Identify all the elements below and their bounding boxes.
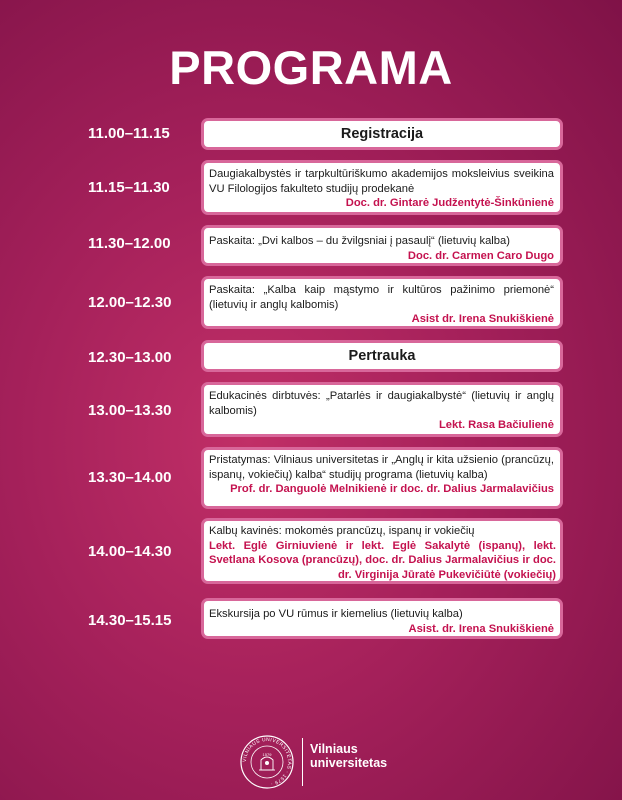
session-speaker: Lekt. Eglė Girniuvienė ir lekt. Eglė Sakalytė (ispanų), lekt. Svetlana Kosova (prancūzų), doc. dr. Dalius Jarmalavičius ir doc. dr. Virginija Jūratė Pukevičiūtė (vokiečių) (209, 539, 556, 581)
session-title: Pertrauka (348, 348, 416, 364)
session-speaker: Lekt. Rasa Bačiulienė (438, 419, 554, 431)
time-slot: 11.00–11.15 (88, 125, 170, 142)
time-slot: 11.30–12.00 (88, 235, 171, 252)
session-title: Registracija (340, 126, 424, 142)
time-slot: 12.00–12.30 (88, 294, 172, 311)
session-description: Paskaita: „Dvi kalbos – du žvilgsniai į pasaulį“ (lietuvių kalba) (209, 235, 510, 247)
session-speaker: Asist dr. Irena Snukiškienė (411, 313, 554, 325)
university-name-line1: Vilniaus (310, 742, 358, 756)
session-speaker: Doc. dr. Gintarė Judžentytė-Šinkūnienė (345, 197, 554, 209)
session-speaker: Doc. dr. Carmen Caro Dugo (407, 249, 554, 262)
session-box (201, 340, 563, 372)
session-description: Paskaita: „Kalba kaip mąstymo ir kultūros pažinimo priemonė“ (lietuvių ir anglų kalbomis) (209, 284, 554, 311)
seal-text: VILNIAUS UNIVERSITETAS · 1579 · (241, 736, 293, 787)
university-logo (239, 734, 419, 794)
page-title: PROGRAMA (169, 41, 453, 94)
session-description: Daugiakalbystės ir tarpkultūriškumo akademijos moksleivius sveikina VU Filologijos fakulteto studijų prodekanė (209, 168, 554, 195)
time-slot: 13.30–14.00 (88, 469, 172, 486)
university-name (310, 742, 387, 770)
session-speaker: Prof. dr. Danguolė Melnikienė ir doc. dr. Dalius Jarmalavičius (230, 483, 554, 495)
time-slot: 14.00–14.30 (88, 543, 172, 560)
university-name-line2: universitetas (310, 756, 388, 770)
session-description: Kalbų kavinės: mokomės prancūzų, ispanų ir vokiečių (209, 525, 475, 537)
logo-divider (302, 738, 303, 786)
session-box (201, 382, 563, 437)
time-slot: 13.00–13.30 (88, 402, 172, 419)
university-seal-icon (239, 734, 295, 790)
session-description: Pristatymas: Vilniaus universitetas ir „Anglų ir kita užsienio (prancūzų, ispanų, vokiečių) kalba“ studijų programa (lietuvių kalba) (209, 454, 554, 481)
session-box (201, 160, 563, 215)
session-box (201, 447, 563, 509)
session-speaker: Asist. dr. Irena Snukiškienė (408, 622, 554, 635)
session-box (201, 518, 563, 584)
session-box (201, 598, 563, 639)
session-box (201, 225, 563, 266)
time-slot: 14.30–15.15 (88, 612, 172, 629)
session-box (201, 276, 563, 329)
session-description: Ekskursija po VU rūmus ir kiemelius (lietuvių kalba) (209, 608, 463, 620)
seal-year: 1579 (262, 752, 272, 757)
session-box (201, 118, 563, 150)
time-slot: 12.30–13.00 (88, 349, 172, 366)
session-description: Edukacinės dirbtuvės: „Patarlės ir daugiakalbystė“ (lietuvių ir anglų kalbomis) (209, 390, 554, 417)
time-slot: 11.15–11.30 (88, 179, 170, 196)
